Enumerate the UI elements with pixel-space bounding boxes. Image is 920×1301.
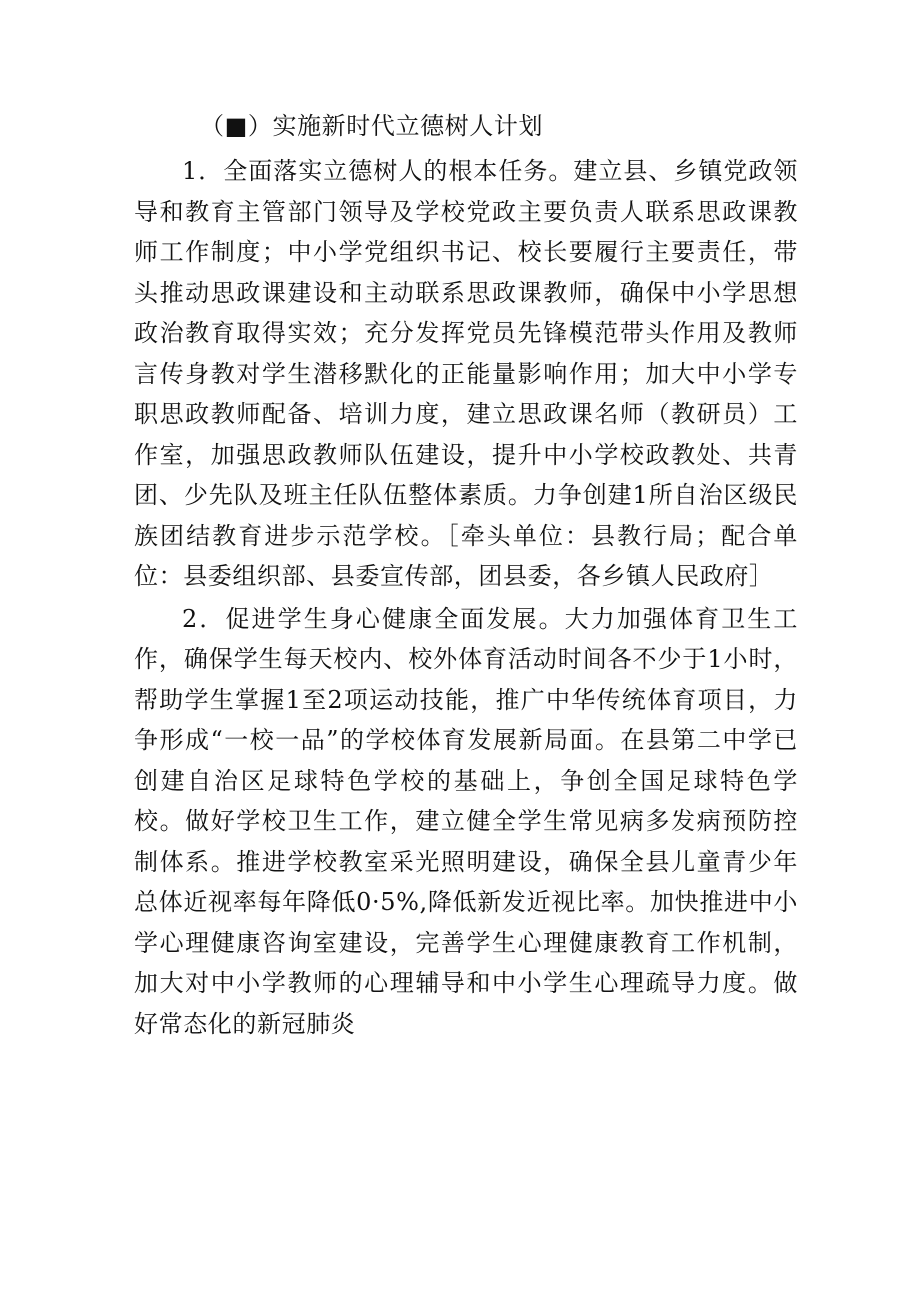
section-heading: （■）实施新时代立德树人计划: [200, 112, 544, 140]
paragraph-1: 1．全面落实立德树人的根本任务。建立县、乡镇党政领导和教育主管部门领导及学校党政主要负责人联系思政课教师工作制度；中小学党组织书记、校长要履行主要责任，带头推动思政课建设和主动联系思政课教师，确保中小学思想政治教育取得实效；充分发挥党员先锋模范带头作用及教师言传身教对学生潜移默化的正能量影响作用；加大中小学专职思政教师配备、培训力度，建立思政课名师（教研员）工作室，加强思政教师队伍建设，提升中小学校政教处、共青团、少先队及班主任队伍整体素质。力争创建1所自治区级民族团结教育进步示范学校。［牵头单位：县教行局；配合单位：县委组织部、县委宣传部，团县委，各乡镇人民政府］: [134, 157, 798, 590]
document-body: [134, 104, 798, 1044]
paragraph-2: 2．促进学生身心健康全面发展。大力加强体育卫生工作，确保学生每天校内、校外体育活动时间各不少于1小时，帮助学生掌握1至2项运动技能，推广中华传统体育项目，力争形成“一校一品”的学校体育发展新局面。在县第二中学已创建自治区足球特色学校的基础上，争创全国足球特色学校。做好学校卫生工作，建立健全学生常见病多发病预防控制体系。推进学校教室采光照明建设，确保全县儿童青少年总体近视率每年降低0·5%,降低新发近视比率。加快推进中小学心理健康咨询室建设，完善学生心理健康教育工作机制，加大对中小学教师的心理辅导和中小学生心理疏导力度。做好常态化的新冠肺炎: [134, 604, 798, 1038]
